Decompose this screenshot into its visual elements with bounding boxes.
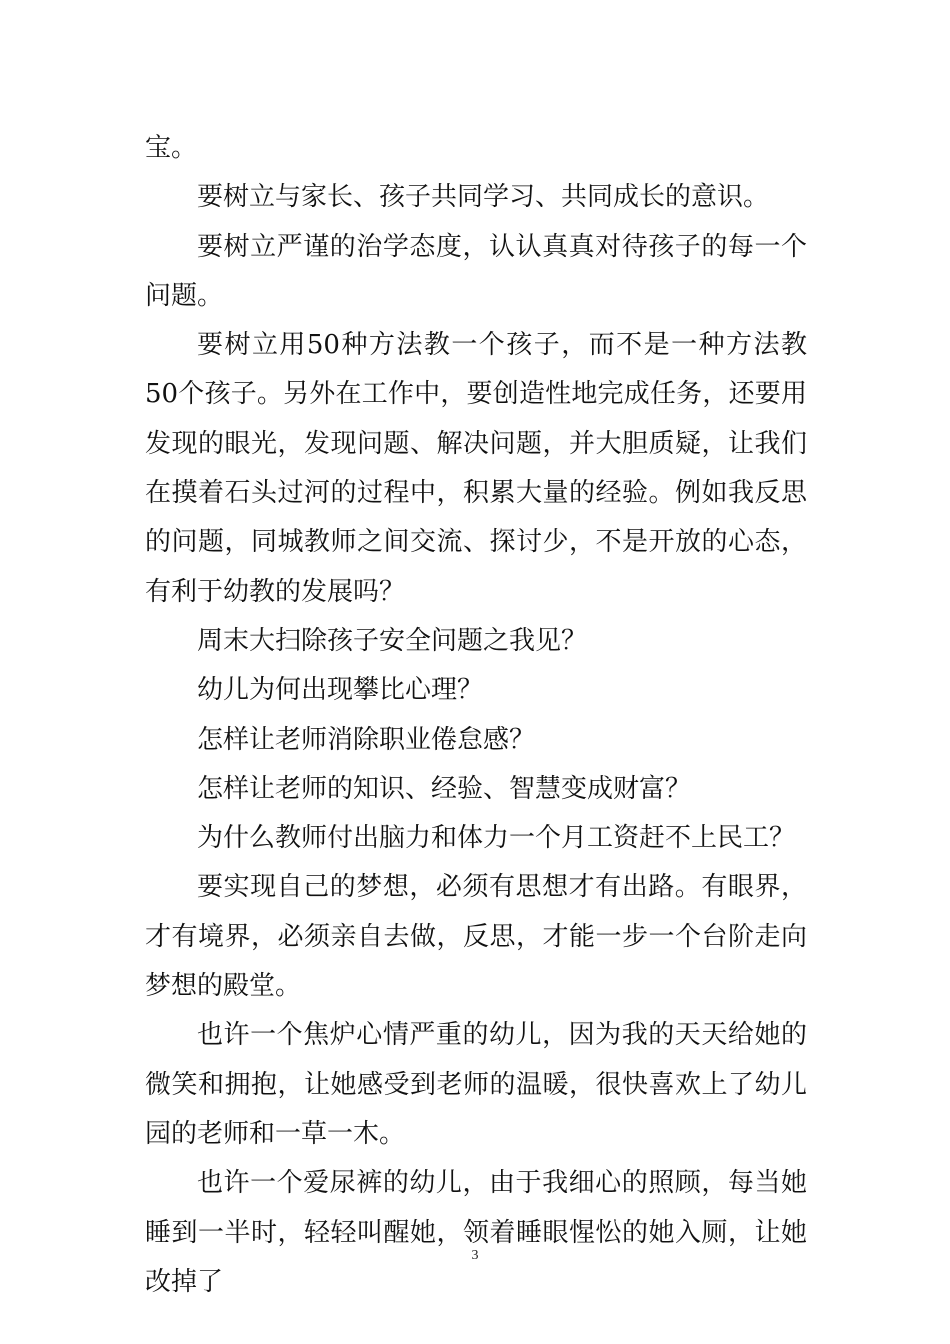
page-number: 3 — [471, 1248, 479, 1263]
paragraph: 要树立与家长、孩子共同学习、共同成长的意识。 — [197, 182, 770, 213]
paragraph: 也许一个爱尿裤的幼儿，由于我细心的照顾，每当她睡到一半时，轻轻叫醒她，领着睡眼惺忪的她入厕，让她改掉了 — [145, 1168, 807, 1297]
paragraph: 幼儿为何出现攀比心理？ — [197, 675, 484, 706]
paragraph: 要树立严谨的治学态度，认认真真对待孩子的每一个问题。 — [145, 231, 807, 311]
paragraph: 要树立用50种方法教一个孩子，而不是一种方法教50个孩子。另外在工作中，要创造性地完成任务，还要用发现的眼光，发现问题、解决问题，并大胆质疑，让我们在摸着石头过河的过程中，积累大量的经验。例如我反思的问题，同城教师之间交流、探讨少，不是开放的心态，有利于幼教的发展吗？ — [145, 330, 807, 607]
paragraph: 怎样让老师的知识、经验、智慧变成财富？ — [197, 773, 692, 804]
paragraph: 要实现自己的梦想，必须有思想才有出路。有眼界，才有境界，必须亲自去做，反思，才能一步一个台阶走向梦想的殿堂。 — [145, 872, 807, 1002]
paragraph: 也许一个焦炉心情严重的幼儿，因为我的天天给她的微笑和拥抱，让她感受到老师的温暖，很快喜欢上了幼儿园的老师和一草一木。 — [145, 1020, 807, 1149]
paragraph: 周末大扫除孩子安全问题之我见？ — [197, 625, 588, 656]
paragraph: 为什么教师付出脑力和体力一个月工资赶不上民工？ — [197, 823, 796, 854]
body-text — [145, 124, 807, 1307]
paragraph: 宝。 — [145, 133, 198, 163]
paragraph: 怎样让老师消除职业倦怠感？ — [197, 724, 536, 755]
